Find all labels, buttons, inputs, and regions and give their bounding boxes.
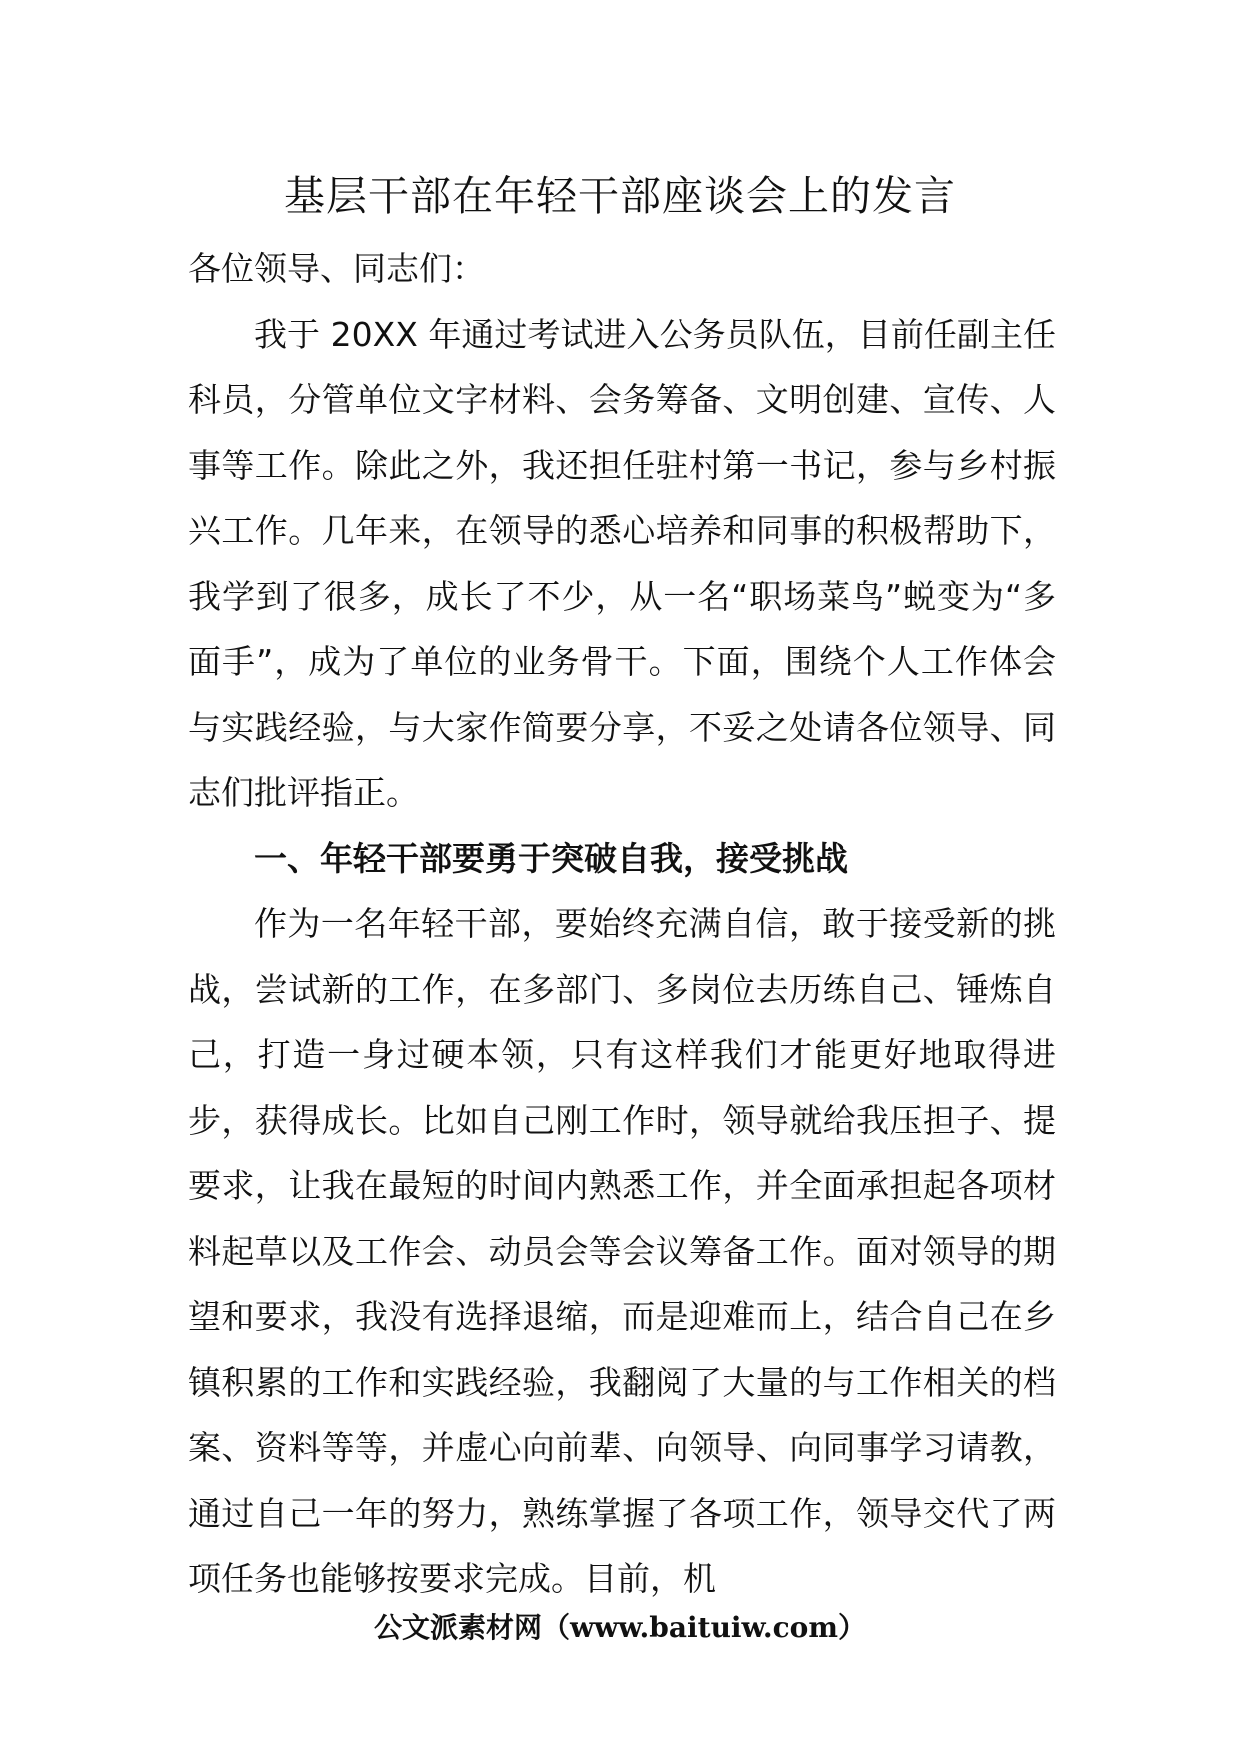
paragraph-intro: 我于 20XX 年通过考试进入公务员队伍，目前任副主任科员，分管单位文字材料、会务筹备、文明创建、宣传、人事等工作。除此之外，我还担任驻村第一书记，参与乡村振兴工作。几年来，在领导的悉心培养和同事的积极帮助下，我学到了很多，成长了不少，从一名“职场菜鸟”蜕变为“多面手”，成为了单位的业务骨干。下面，围绕个人工作体会与实践经验，与大家作简要分享，不妥之处请各位领导、同志们批评指正。	[188, 314, 1056, 812]
footer-watermark: 公文派素材网（www.baituiw.com）	[374, 1611, 866, 1644]
document-body	[188, 236, 1056, 1612]
salutation: 各位领导、同志们：	[188, 249, 485, 288]
document-title: 基层干部在年轻干部座谈会上的发言	[284, 172, 956, 220]
section-heading: 一、年轻干部要勇于突破自我，接受挑战	[254, 838, 848, 878]
paragraph-section-one: 作为一名年轻干部，要始终充满自信，敢于接受新的挑战，尝试新的工作，在多部门、多岗位去历练自己、锤炼自己，打造一身过硬本领，只有这样我们才能更好地取得进步，获得成长。比如自己刚工作时，领导就给我压担子、提要求，让我在最短的时间内熟悉工作，并全面承担起各项材料起草以及工作会、动员会等会议筹备工作。面对领导的期望和要求，我没有选择退缩，而是迎难而上，结合自己在乡镇积累的工作和实践经验，我翻阅了大量的与工作相关的档案、资料等等，并虚心向前辈、向领导、向同事学习请教，通过自己一年的努力，熟练掌握了各项工作，领导交代了两项任务也能够按要求完成。目前，机	[188, 904, 1056, 1598]
